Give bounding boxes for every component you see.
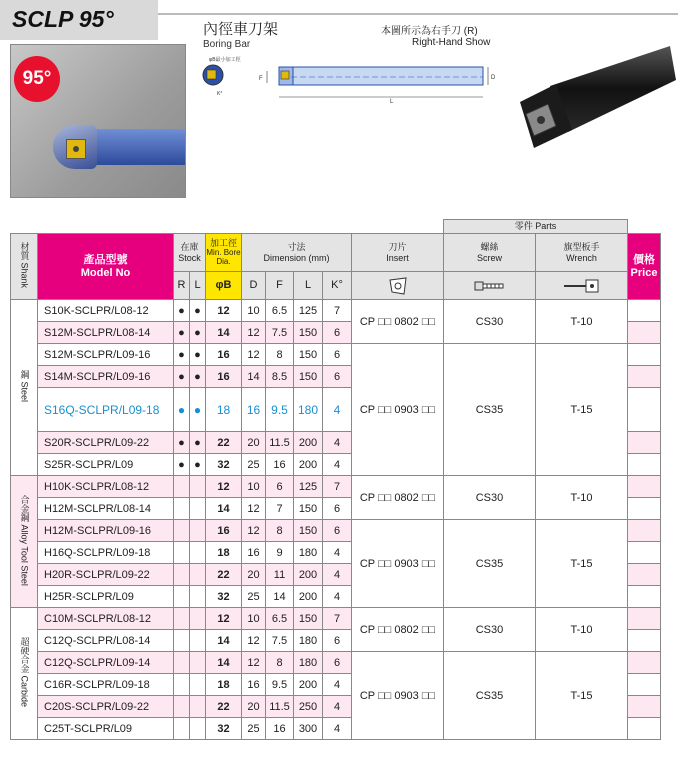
col-len-header: L: [294, 272, 323, 300]
screw-cell: CS35: [444, 652, 536, 740]
wrench-cell: T-15: [536, 520, 628, 608]
screw-cell: CS30: [444, 300, 536, 344]
col-l-header: L: [190, 272, 206, 300]
wrench-cell: T-15: [536, 652, 628, 740]
stock-header: 在庫 Stock: [174, 234, 206, 272]
insert-header: 刀片 Insert: [352, 234, 444, 272]
col-k-header: K°: [323, 272, 352, 300]
dim-l-label: L: [390, 99, 394, 105]
price-cell: [628, 388, 661, 432]
col-f-header: F: [266, 272, 294, 300]
screw-cell: CS30: [444, 608, 536, 652]
model-cell: S10K-SCLPR/L08-12: [38, 300, 174, 322]
price-header: 價格 Price: [628, 234, 661, 300]
wrench-header: 旗型板手 Wrench: [536, 234, 628, 272]
hand-note-cn: 本圖所示為右手刀 (R): [381, 26, 478, 37]
price-cell: [628, 652, 661, 674]
price-cell: [628, 344, 661, 366]
price-cell: [628, 586, 661, 608]
price-cell: [628, 564, 661, 586]
shank-group-steel: 鋼 Steel: [11, 300, 38, 476]
price-cell: [628, 608, 661, 630]
col-b-header: φB: [206, 272, 242, 300]
model-cell: C10M-SCLPR/L08-12: [38, 608, 174, 630]
shank-group-carbide: 超硬合金 Carbide: [11, 608, 38, 740]
price-cell: [628, 498, 661, 520]
price-cell: [628, 432, 661, 454]
dim-d-label: D: [491, 75, 496, 81]
col-d-header: D: [242, 272, 266, 300]
price-cell: [628, 696, 661, 718]
screw-cell: CS30: [444, 476, 536, 520]
wrench-cell: T-10: [536, 476, 628, 520]
model-cell: H20R-SCLPR/L09-22: [38, 564, 174, 586]
dimension-header: 寸法 Dimension (mm): [242, 234, 352, 272]
model-cell: C12Q-SCLPR/L09-14: [38, 652, 174, 674]
price-cell: [628, 630, 661, 652]
shank-header: 材質 Shank: [11, 234, 38, 300]
model-cell: C20S-SCLPR/L09-22: [38, 696, 174, 718]
title-rule: [158, 13, 678, 15]
model-cell: S12M-SCLPR/L09-16: [38, 344, 174, 366]
dim-f-label: F: [259, 76, 263, 82]
model-cell: H12M-SCLPR/L09-16: [38, 520, 174, 542]
tool-type-en: Boring Bar: [203, 39, 251, 50]
model-cell: H25R-SCLPR/L09: [38, 586, 174, 608]
insert-cell: CP □□ 0903 □□: [352, 344, 444, 476]
screw-cell: CS35: [444, 520, 536, 608]
model-cell: S25R-SCLPR/L09: [38, 454, 174, 476]
model-cell: S12M-SCLPR/L08-14: [38, 322, 174, 344]
model-cell: S14M-SCLPR/L09-16: [38, 366, 174, 388]
spec-table: 零件 Parts 材質 Shank 產品型號 Model No 在庫 Stock 加工徑 Min. Bore Dia. 寸法 Dimension (mm) 刀片 Insert 螺絲 Screw 旗型板手 Wrench 價格 Price R L φB D F L K° 鋼 Steel S10K-SCLPR/L08-12 ● ● 12 10 6.5 125 7 CP □□ 0802 □□ CS30 T-10 S12M-SCLPR/L08-14 ● ● 14 12 7.5 150 6 S12M-SCLPR/L09-16 ● ● 16 12 8 150 6 CP □□ 0903 □□ CS35 T-15 S14M-SCLPR/L09-16 ● ● 16 14 8.5 150 6 S16Q-SCLPR/L09-18 ● ● 18 16 9.5 180 4 S20R-SCLPR/L09-22 ● ● 22 20 11.5 200 4 S25R-SCLPR/L09 ● ● 32 25 16 200 4 合金鋼 Alloy Tool Steel H10K-SCLPR/L08-12 12 10 6 125 7 CP □□ 0802 □□ CS30 T-10 H12M-SCLPR/L08-14 14 12 7 150 6 H12M-SCLPR/L09-16 16 12 8 150 6 CP □□ 0903 □□ CS35 T-15 H16Q-SCLPR/L09-18 18 16 9 180 4 H20R-SCLPR/L09-22 22 20 11 200 4 H25R-SCLPR/L09 32 25 14 200 4 超硬合金 Carbide C10M-SCLPR/L08-12 12 10 6.5 150 7 CP □□ 0802 □□ CS30 T-10 C12Q-SCLPR/L08-14 14 12 7.5 180 6 C12Q-SCLPR/L09-14 14 12 8 180 6 CP □□ 0903 □□ CS35 T-15 C16R-SCLPR/L09-18 18 16 9.5 200 4 C20S-SCLPR/L09-22 22 20 11.5 250 4 C25T-SCLPR/L09 32 25 16 300 4: [10, 219, 661, 740]
min-bore-header: 加工徑 Min. Bore Dia.: [206, 234, 242, 272]
insert-cell: CP □□ 0903 □□: [352, 652, 444, 740]
screw-header: 螺絲 Screw: [444, 234, 536, 272]
model-header: 產品型號 Model No: [38, 234, 174, 300]
parts-header: 零件 Parts: [444, 220, 628, 234]
tool-product-photo: [510, 44, 676, 164]
insert-cell: CP □□ 0802 □□: [352, 476, 444, 520]
wrench-cell: T-10: [536, 608, 628, 652]
price-cell: [628, 674, 661, 696]
model-cell: H10K-SCLPR/L08-12: [38, 476, 174, 498]
insert-cell: CP □□ 0802 □□: [352, 300, 444, 344]
model-cell: C25T-SCLPR/L09: [38, 718, 174, 740]
product-title: SCLP 95°: [12, 6, 114, 32]
model-cell: C12Q-SCLPR/L08-14: [38, 630, 174, 652]
wrench-cell: T-10: [536, 300, 628, 344]
model-cell: H16Q-SCLPR/L09-18: [38, 542, 174, 564]
model-cell: H12M-SCLPR/L08-14: [38, 498, 174, 520]
col-r-header: R: [174, 272, 190, 300]
shank-group-alloy: 合金鋼 Alloy Tool Steel: [11, 476, 38, 608]
price-cell: [628, 520, 661, 542]
price-cell: [628, 718, 661, 740]
screw-icon: [444, 272, 536, 300]
price-cell: [628, 322, 661, 344]
technical-drawing: [195, 53, 505, 113]
model-cell: S20R-SCLPR/L09-22: [38, 432, 174, 454]
angle-badge: 95°: [14, 56, 60, 102]
k-angle-label: K°: [217, 91, 223, 97]
price-cell: [628, 366, 661, 388]
price-cell: [628, 542, 661, 564]
tool-type-cn: 內徑車刀架: [203, 21, 279, 38]
min-bore-label: φB最小加工徑: [209, 57, 241, 63]
insert-cell: CP □□ 0802 □□: [352, 608, 444, 652]
title-bar: [0, 0, 158, 40]
insert-cell: CP □□ 0903 □□: [352, 520, 444, 608]
insert-shape-icon: [352, 272, 444, 300]
wrench-icon: [536, 272, 628, 300]
wrench-cell: T-15: [536, 344, 628, 476]
screw-cell: CS35: [444, 344, 536, 476]
model-cell-highlighted: S16Q-SCLPR/L09-18: [38, 388, 174, 432]
price-cell: [628, 454, 661, 476]
model-cell: C16R-SCLPR/L09-18: [38, 674, 174, 696]
price-cell: [628, 300, 661, 322]
hand-note-en: Right-Hand Show: [412, 37, 491, 48]
price-cell: [628, 476, 661, 498]
